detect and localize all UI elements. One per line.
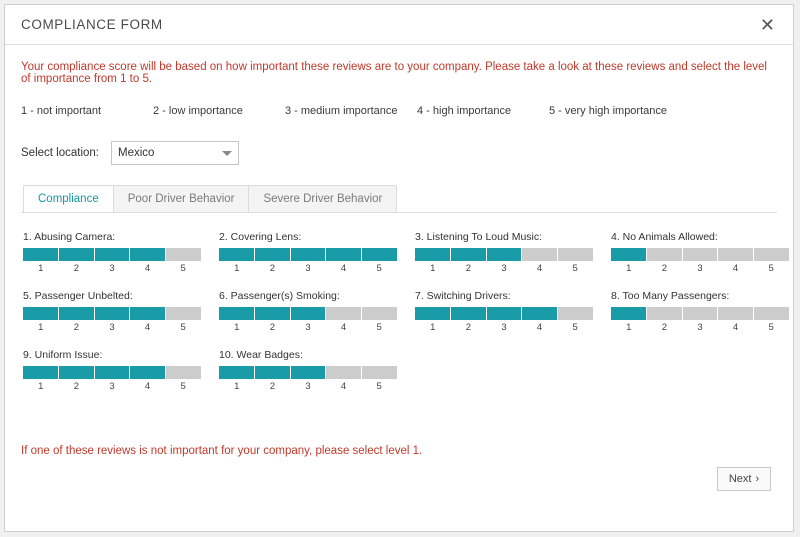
scale-tick: 4 (732, 322, 739, 333)
legend-item: 5 - very high importance (549, 105, 667, 117)
location-row (21, 141, 777, 165)
importance-level-3[interactable] (95, 307, 131, 320)
importance-level-5[interactable] (166, 307, 201, 320)
importance-level-2[interactable] (255, 307, 291, 320)
importance-level-3[interactable] (487, 248, 523, 261)
review-item (23, 231, 201, 274)
scale-ticks (611, 263, 789, 274)
review-item (611, 231, 789, 274)
review-item (23, 290, 201, 333)
scale-tick: 4 (732, 263, 739, 274)
importance-level-2[interactable] (647, 248, 683, 261)
importance-level-3[interactable] (683, 307, 719, 320)
importance-slider[interactable] (611, 248, 789, 261)
scale-tick: 5 (376, 381, 382, 392)
importance-level-4[interactable] (326, 307, 362, 320)
scale-ticks (415, 263, 593, 274)
scale-ticks (219, 322, 397, 333)
importance-level-5[interactable] (558, 307, 593, 320)
importance-level-5[interactable] (362, 248, 397, 261)
importance-level-2[interactable] (451, 307, 487, 320)
importance-level-5[interactable] (166, 366, 201, 379)
importance-level-3[interactable] (291, 248, 327, 261)
scale-tick: 4 (144, 322, 151, 333)
scale-tick: 2 (661, 322, 668, 333)
importance-level-2[interactable] (255, 366, 291, 379)
tab-compliance[interactable]: Compliance (23, 185, 114, 212)
scale-ticks (415, 322, 593, 333)
importance-level-3[interactable] (291, 366, 327, 379)
importance-level-3[interactable] (683, 248, 719, 261)
scale-tick: 3 (697, 263, 703, 274)
importance-level-4[interactable] (718, 248, 754, 261)
importance-slider[interactable] (415, 248, 593, 261)
close-icon[interactable]: ✕ (756, 14, 779, 36)
scale-tick: 4 (340, 322, 347, 333)
scale-tick: 4 (536, 322, 543, 333)
importance-level-3[interactable] (95, 248, 131, 261)
review-item-label: 10. Wear Badges: (219, 349, 303, 361)
scale-tick: 1 (234, 263, 240, 274)
scale-tick: 3 (305, 263, 311, 274)
importance-slider[interactable] (23, 248, 201, 261)
importance-level-3[interactable] (291, 307, 327, 320)
scale-tick: 5 (768, 322, 774, 333)
scale-tick: 1 (38, 381, 44, 392)
importance-level-2[interactable] (59, 366, 95, 379)
scale-tick: 2 (465, 263, 472, 274)
importance-level-1[interactable] (611, 307, 647, 320)
importance-slider[interactable] (219, 366, 397, 379)
scale-tick: 5 (572, 322, 578, 333)
importance-level-1[interactable] (415, 307, 451, 320)
importance-level-1[interactable] (415, 248, 451, 261)
review-item-label: 7. Switching Drivers: (415, 290, 511, 302)
review-item (415, 231, 593, 274)
review-item-label: 9. Uniform Issue: (23, 349, 103, 361)
scale-tick: 4 (340, 381, 347, 392)
importance-level-1[interactable] (219, 248, 255, 261)
importance-level-4[interactable] (326, 366, 362, 379)
footnote-text: If one of these reviews is not important for your company, please select level 1. (21, 445, 423, 457)
scale-tick: 2 (73, 263, 80, 274)
review-item-label: 2. Covering Lens: (219, 231, 302, 243)
scale-tick: 2 (269, 322, 276, 333)
review-item-label: 4. No Animals Allowed: (611, 231, 718, 243)
importance-level-4[interactable] (326, 248, 362, 261)
compliance-form-modal (4, 4, 794, 532)
location-label: Select location: (21, 147, 99, 159)
scale-tick: 5 (376, 322, 382, 333)
importance-level-2[interactable] (647, 307, 683, 320)
review-items-grid (21, 231, 777, 392)
importance-level-1[interactable] (23, 248, 59, 261)
tab-poor-driver-behavior[interactable]: Poor Driver Behavior (113, 185, 250, 212)
review-item (611, 290, 789, 333)
next-button-label: Next (728, 473, 752, 485)
review-item (415, 290, 593, 333)
chevron-right-icon: › (755, 473, 760, 485)
scale-tick: 3 (109, 381, 115, 392)
review-item-label: 5. Passenger Unbelted: (23, 290, 133, 302)
scale-tick: 5 (180, 381, 186, 392)
scale-tick: 5 (180, 322, 186, 333)
scale-tick: 3 (109, 263, 115, 274)
scale-tick: 2 (269, 263, 276, 274)
scale-tick: 3 (501, 322, 507, 333)
importance-level-1[interactable] (611, 248, 647, 261)
importance-slider[interactable] (219, 248, 397, 261)
legend-item: 3 - medium importance (285, 105, 398, 117)
scale-tick: 2 (73, 322, 80, 333)
review-item (219, 290, 397, 333)
tab-severe-driver-behavior[interactable]: Severe Driver Behavior (248, 185, 397, 212)
scale-tick: 1 (626, 263, 632, 274)
scale-tick: 4 (536, 263, 543, 274)
page-title: COMPLIANCE FORM (21, 17, 163, 32)
modal-body (5, 45, 793, 392)
scale-tick: 1 (430, 322, 436, 333)
scale-tick: 1 (234, 322, 240, 333)
scale-tick: 5 (180, 263, 186, 274)
scale-ticks (219, 381, 397, 392)
tab-bar (21, 185, 777, 213)
review-item-label: 8. Too Many Passengers: (611, 290, 730, 302)
legend-item: 1 - not important (21, 105, 102, 117)
scale-tick: 1 (38, 322, 44, 333)
importance-level-5[interactable] (362, 307, 397, 320)
scale-ticks (23, 381, 201, 392)
importance-level-2[interactable] (451, 248, 487, 261)
importance-level-2[interactable] (59, 248, 95, 261)
importance-slider[interactable] (23, 307, 201, 320)
importance-slider[interactable] (23, 366, 201, 379)
scale-tick: 1 (430, 263, 436, 274)
importance-level-4[interactable] (522, 307, 558, 320)
scale-ticks (23, 263, 201, 274)
importance-level-2[interactable] (255, 248, 291, 261)
legend-item: 2 - low importance (153, 105, 243, 117)
review-item (219, 231, 397, 274)
legend-item: 4 - high importance (417, 105, 512, 117)
instruction-text: Your compliance score will be based on how important these reviews are to your company. Please take a look at these reviews and select the level of importance from 1 to 5. (21, 61, 767, 85)
importance-level-5[interactable] (362, 366, 397, 379)
scale-tick: 5 (572, 263, 578, 274)
scale-tick: 5 (768, 263, 774, 274)
location-selected-value: Mexico (118, 147, 155, 159)
importance-legend (21, 105, 777, 117)
review-item-label: 1. Abusing Camera: (23, 231, 116, 243)
location-select[interactable] (111, 141, 239, 165)
importance-level-1[interactable] (23, 307, 59, 320)
importance-level-5[interactable] (754, 307, 789, 320)
scale-tick: 4 (144, 263, 151, 274)
scale-tick: 2 (465, 322, 472, 333)
scale-ticks (23, 322, 201, 333)
scale-tick: 5 (376, 263, 382, 274)
importance-level-2[interactable] (59, 307, 95, 320)
scale-tick: 4 (144, 381, 151, 392)
importance-level-5[interactable] (754, 248, 789, 261)
importance-level-4[interactable] (130, 366, 166, 379)
importance-level-1[interactable] (219, 307, 255, 320)
importance-level-4[interactable] (130, 307, 166, 320)
review-item-label: 6. Passenger(s) Smoking: (219, 290, 340, 302)
review-item-label: 3. Listening To Loud Music: (415, 231, 543, 243)
scale-tick: 3 (305, 381, 311, 392)
importance-slider[interactable] (415, 307, 593, 320)
scale-tick: 3 (305, 322, 311, 333)
importance-level-3[interactable] (95, 366, 131, 379)
scale-tick: 1 (234, 381, 240, 392)
scale-tick: 2 (269, 381, 276, 392)
importance-level-4[interactable] (130, 248, 166, 261)
importance-slider[interactable] (611, 307, 789, 320)
importance-level-4[interactable] (522, 248, 558, 261)
importance-level-1[interactable] (23, 366, 59, 379)
importance-slider[interactable] (219, 307, 397, 320)
scale-ticks (611, 322, 789, 333)
scale-tick: 3 (501, 263, 507, 274)
scale-ticks (219, 263, 397, 274)
scale-tick: 3 (697, 322, 703, 333)
importance-level-5[interactable] (166, 248, 201, 261)
review-item (219, 349, 397, 392)
importance-level-4[interactable] (718, 307, 754, 320)
scale-tick: 4 (340, 263, 347, 274)
importance-level-3[interactable] (487, 307, 523, 320)
chevron-down-icon (222, 151, 232, 156)
next-button[interactable] (717, 467, 771, 491)
review-item (23, 349, 201, 392)
modal-header (5, 5, 793, 45)
scale-tick: 1 (626, 322, 632, 333)
importance-level-1[interactable] (219, 366, 255, 379)
scale-tick: 3 (109, 322, 115, 333)
scale-tick: 2 (73, 381, 80, 392)
scale-tick: 2 (661, 263, 668, 274)
scale-tick: 1 (38, 263, 44, 274)
importance-level-5[interactable] (558, 248, 593, 261)
